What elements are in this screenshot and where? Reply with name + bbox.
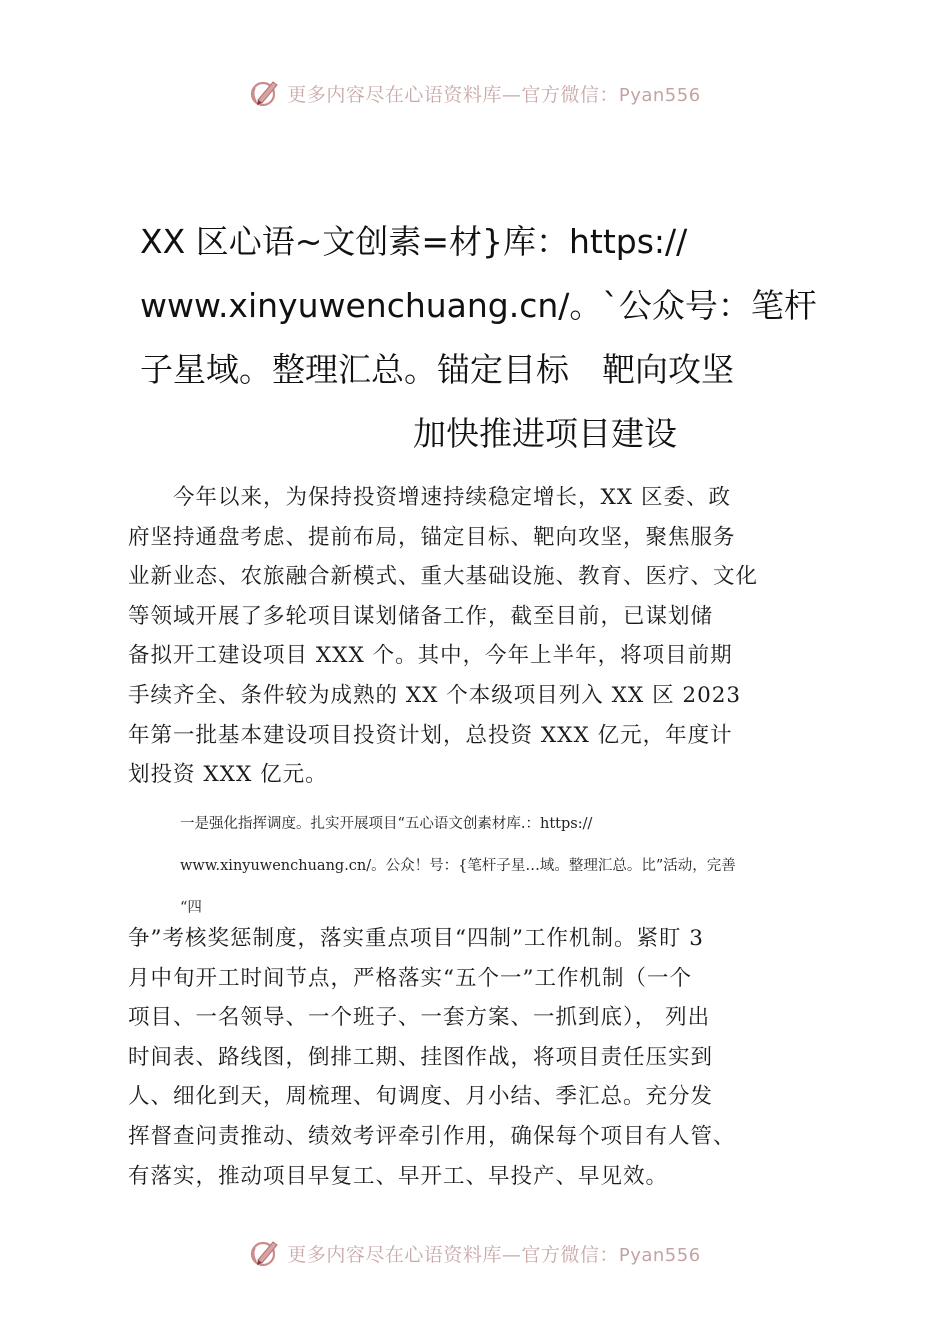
title-line: www.xinyuwenchuang.cn/。`公众号：笔杆 — [140, 286, 817, 325]
title-line: XX 区心语~文创素=材}库：https:// — [140, 222, 688, 261]
small-text-line: www.xinyuwenchuang.cn/。公众！号：{笔杆子星…域。整理汇总。比”活动，完善 — [180, 858, 736, 874]
text-line: 挥督查问责推动、绩效考评牵引作用，确保每个项目有人管、 — [128, 1123, 736, 1149]
header-banner-text: 更多内容尽在心语资料库—官方微信：Pyan556 — [287, 83, 701, 106]
footer-banner — [0, 1228, 950, 1278]
text-line: 备拟开工建设项目 XXX 个。其中，今年上半年，将项目前期 — [128, 643, 733, 669]
pen-logo-icon — [249, 1236, 283, 1270]
text-line: 人、细化到天，周梳理、旬调度、月小结、季汇总。充分发 — [128, 1084, 714, 1110]
text-line: 年第一批基本建设项目投资计划，总投资 XXX 亿元，年度计 — [128, 722, 733, 748]
text-line: 等领域开展了多轮项目谋划储备工作，截至目前，已谋划储 — [128, 603, 714, 629]
body-paragraph-1 — [128, 478, 833, 795]
text-line: 划投资 XXX 亿元。 — [128, 762, 328, 788]
pen-logo-icon — [249, 76, 283, 110]
text-line: 争”考核奖惩制度，落实重点项目“四制”工作机制。紧盯 3 — [128, 926, 704, 951]
header-banner — [0, 68, 950, 118]
small-text-line: “四 — [180, 900, 202, 916]
small-text-line: 一是强化指挥调度。扎实开展项目“五心语文创素材库.：https:// — [180, 816, 593, 832]
text-line: 项目、一名领导、一个班子、一套方案、一抓到底）， 列出 — [128, 1005, 711, 1031]
document-title — [140, 210, 840, 466]
body-paragraph-2 — [128, 919, 833, 1196]
text-line: 有落实，推动项目早复工、早开工、早投产、早见效。 — [128, 1163, 669, 1189]
title-line: 子星域。整理汇总。锚定目标 靶向攻坚 — [140, 350, 734, 389]
text-line: 月中旬开工时间节点，严格落实“五个一”工作机制（一个 — [128, 965, 692, 991]
text-line: 业新业态、农旅融合新模式、重大基础设施、教育、医疗、文化 — [128, 564, 759, 590]
text-line: 府坚持通盘考虑、提前布局，锚定目标、靶向攻坚，聚焦服务 — [128, 524, 736, 550]
text-line: 时间表、路线图，倒排工期、挂图作战，将项目责任压实到 — [128, 1044, 714, 1070]
title-line: 加快推进项目建设 — [413, 414, 677, 453]
footer-banner-text: 更多内容尽在心语资料库—官方微信：Pyan556 — [287, 1243, 701, 1266]
text-line: 手续齐全、条件较为成熟的 XX 个本级项目列入 XX 区 2023 — [128, 682, 742, 708]
text-line: 今年以来，为保持投资增速持续稳定增长，XX 区委、政 — [128, 485, 731, 510]
